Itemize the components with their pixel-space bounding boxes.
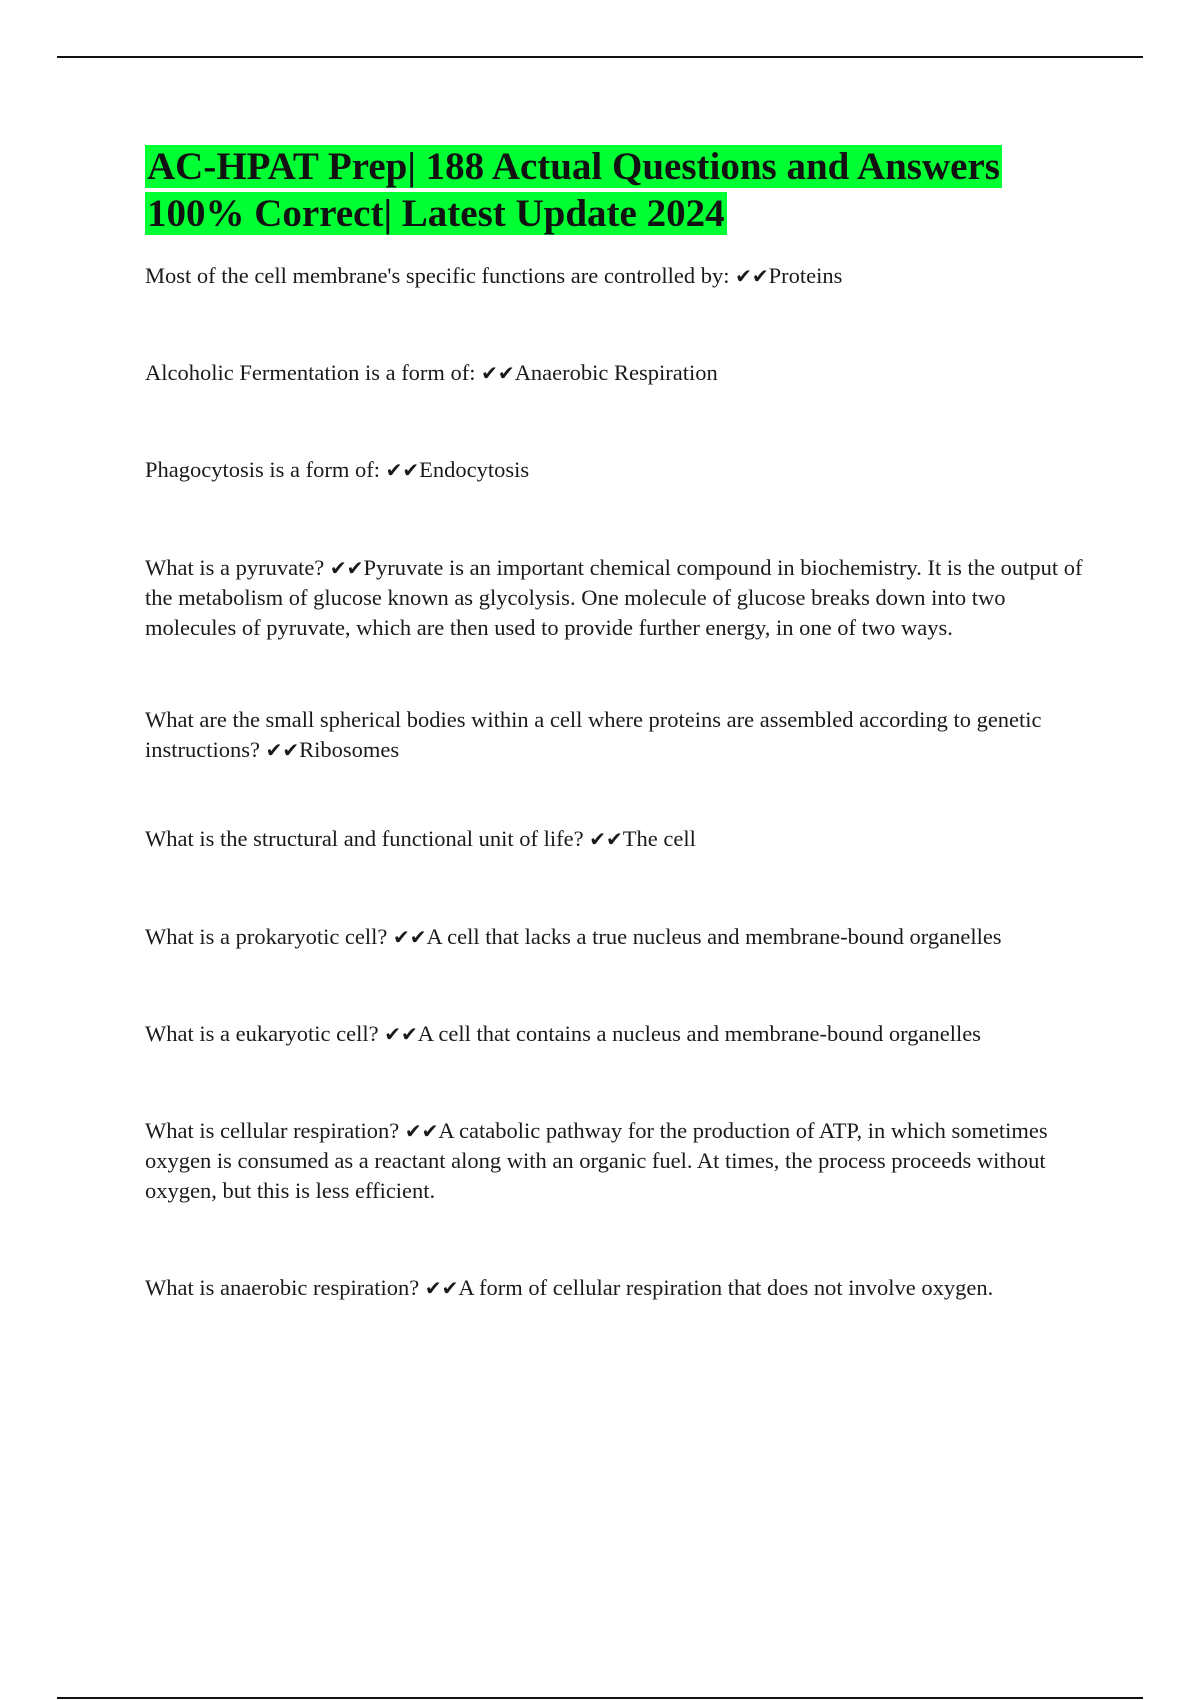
- footer-rule: [57, 1697, 1143, 1699]
- question-text: Phagocytosis is a form of:: [145, 457, 386, 482]
- answer-text: Proteins: [768, 263, 843, 288]
- answer-text: Endocytosis: [419, 457, 530, 482]
- document-title-highlight: AC-HPAT Prep| 188 Actual Questions and Answers 100% Correct| Latest Update 2024: [147, 145, 1000, 235]
- question-text: What are the small spherical bodies within a cell where proteins are assembled according to genetic instructions?: [145, 707, 1042, 762]
- answer-text: Pyruvate is an important chemical compound in biochemistry. It is the output of the metabolism of glucose known as glycolysis. One molecule of glucose breaks down into two molecules of pyruvate, which are then used to provide further energy, in one of two ways.: [145, 555, 1083, 640]
- qa-item-8: [145, 1019, 1085, 1049]
- double-check-icon: ✔✔: [393, 925, 427, 949]
- qa-item-7: [145, 922, 1085, 952]
- double-check-icon: ✔✔: [424, 1276, 459, 1300]
- answer-text: A cell that lacks a true nucleus and membrane-bound organelles: [426, 924, 1002, 949]
- double-check-icon: ✔✔: [481, 361, 515, 385]
- question-text: What is the structural and functional unit of life?: [145, 826, 590, 851]
- qa-item-10: [145, 1273, 1085, 1303]
- question-text: Most of the cell membrane's specific functions are controlled by:: [145, 263, 736, 288]
- question-text: What is cellular respiration?: [145, 1118, 405, 1143]
- question-text: What is a pyruvate?: [145, 555, 330, 580]
- question-text: Alcoholic Fermentation is a form of:: [145, 360, 482, 385]
- answer-text: A form of cellular respiration that does not involve oxygen.: [458, 1275, 994, 1300]
- double-check-icon: ✔✔: [265, 738, 300, 762]
- answer-text: A cell that contains a nucleus and membrane-bound organelles: [417, 1021, 981, 1046]
- qa-item-3: [145, 455, 1085, 485]
- double-check-icon: ✔✔: [329, 556, 364, 580]
- double-check-icon: ✔✔: [404, 1119, 439, 1143]
- document-body: [145, 143, 1085, 1303]
- qa-item-4: [145, 553, 1085, 643]
- question-text: What is a prokaryotic cell?: [145, 924, 394, 949]
- answer-text: Anaerobic Respiration: [514, 360, 718, 385]
- question-text: What is anaerobic respiration?: [145, 1275, 425, 1300]
- qa-item-2: [145, 358, 1085, 388]
- answer-text: A catabolic pathway for the production of ATP, in which sometimes oxygen is consumed as a reactant along with an organic fuel. At times, the process proceeds without oxygen, but this is less efficient.: [145, 1118, 1048, 1203]
- qa-item-1: [145, 261, 1085, 291]
- header-rule: [57, 56, 1143, 58]
- double-check-icon: ✔✔: [735, 264, 769, 288]
- qa-item-5: [145, 705, 1085, 765]
- answer-text: Ribosomes: [299, 737, 400, 762]
- qa-item-9: [145, 1116, 1085, 1206]
- question-text: What is a eukaryotic cell?: [145, 1021, 385, 1046]
- answer-text: The cell: [622, 826, 696, 851]
- qa-item-6: [145, 824, 1085, 854]
- double-check-icon: ✔✔: [589, 827, 623, 851]
- double-check-icon: ✔✔: [384, 1022, 418, 1046]
- double-check-icon: ✔✔: [385, 458, 420, 482]
- document-title: [145, 143, 1085, 237]
